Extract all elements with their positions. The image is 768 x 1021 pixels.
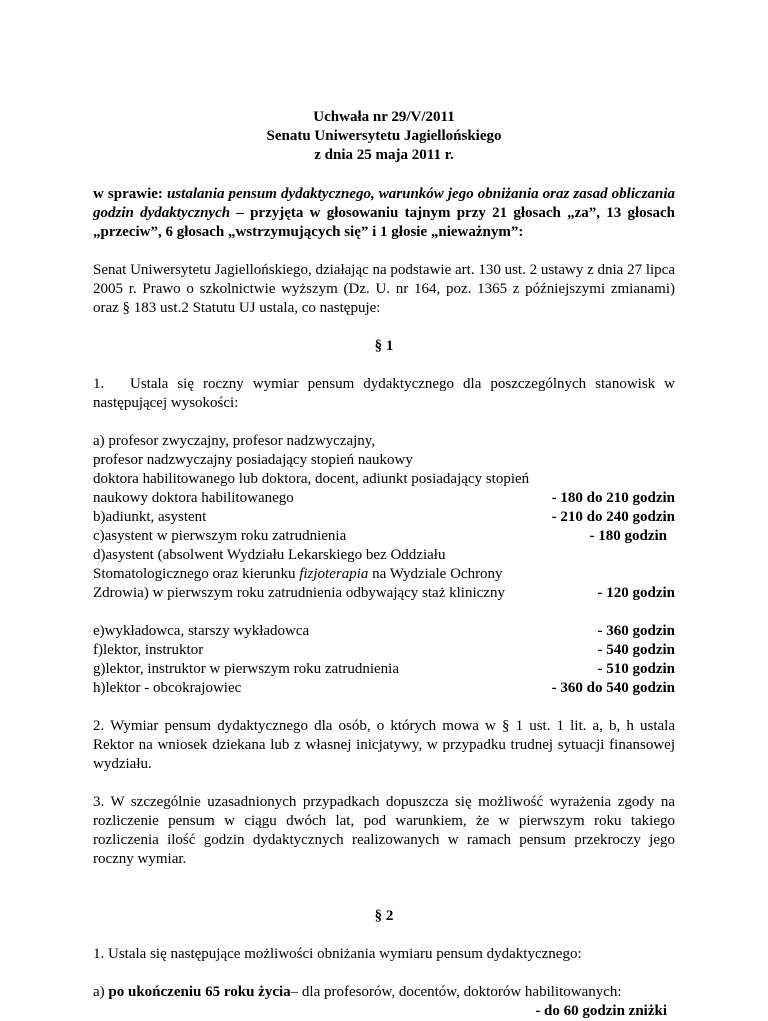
list-item-d-line2 — [93, 565, 675, 584]
list-item-f-value: - 540 godzin — [597, 642, 675, 658]
subject-prefix: w sprawie: — [93, 186, 167, 202]
list-item-d-value: - 120 godzin — [597, 585, 675, 601]
list-item-e — [93, 622, 675, 641]
list-item-d-line2-pre: Stomatologicznego oraz kierunku — [93, 566, 300, 582]
section-1-paragraph-1 — [93, 375, 675, 413]
section-1-paragraph-3: 3. W szczególnie uzasadnionych przypadkach dopuszcza się możliwość wyrażenia zgody na rozliczenie pensum w ciągu dwóch lat, pod warunkiem, że w pierwszym roku takiego rozliczenia ilość godzin dydaktycznych realizowanych w ramach pensum przekroczy jego roczny wymiar. — [93, 794, 675, 867]
list-item-h — [93, 679, 675, 698]
resolution-number: Uchwała nr 29/V/2011 — [313, 109, 455, 125]
preamble: Senat Uniwersytetu Jagiellońskiego, działając na podstawie art. 130 ust. 2 ustawy z dnia 27 lipca 2005 r. Prawo o szkolnictwie wyższym (Dz. U. nr 164, poz. 1365 z późniejszymi zmianami) oraz § 183 ust.2 Statutu UJ ustala, co następuje: — [93, 262, 675, 316]
resolution-date: z dnia 25 maja 2011 r. — [314, 147, 454, 163]
list-item-d — [93, 584, 675, 603]
subject-topic: ustalania pensum dydaktycznego, warunków jego obniżania oraz zasad obliczania godzin dydaktycznych — [93, 186, 675, 221]
section-2-item-a — [93, 983, 675, 1002]
list-item-c-value: - 180 godzin — [589, 528, 667, 544]
resolution-subject — [93, 185, 675, 242]
list-item-a-line3: doktora habilitowanego lub doktora, docent, adiunkt posiadający stopień — [93, 471, 530, 487]
list-item-a-value: - 180 do 210 godzin — [551, 490, 675, 506]
paragraph-text: Ustala się roczny wymiar pensum dydaktycznego dla poszczególnych stanowisk w następującej wysokości: — [93, 376, 675, 411]
resolution-header — [93, 108, 675, 165]
subject-vote: – przyjęta w głosowaniu tajnym przy 21 głosach „za”, 13 głosach „przeciw”, 6 głosach „wstrzymujących się” i 1 głosie „nieważnym”: — [93, 205, 676, 240]
list-item-e-value: - 360 godzin — [597, 623, 675, 639]
list-item-d-line2-post: na Wydziale Ochrony — [368, 566, 503, 582]
paragraph-number: 1. — [93, 376, 105, 392]
section-2-item-a-prefix: a) — [93, 984, 109, 1000]
list-item-b-value: - 210 do 240 godzin — [551, 509, 675, 525]
list-item-d-italic: fizjoterapia — [299, 566, 369, 582]
list-item-e-label: e)wykładowca, starszy wykładowca — [93, 623, 310, 639]
list-item-h-value: - 360 do 540 godzin — [551, 680, 675, 696]
pensum-list — [93, 432, 675, 698]
section-1-paragraph-2: 2. Wymiar pensum dydaktycznego dla osób, o których mowa w § 1 ust. 1 lit. a, b, h ustala Rektor na wniosek dziekana lub z własnej inicjatywy, w przypadku trudnej sytuacji finansowej wydziału. — [93, 718, 675, 772]
section-2-paragraph-1: 1. Ustala się następujące możliwości obniżania wymiaru pensum dydaktycznego: — [93, 946, 582, 962]
list-item-c-label: c)asystent w pierwszym roku zatrudnienia — [93, 528, 347, 544]
list-item-g-value: - 510 godzin — [597, 661, 675, 677]
list-item-a-line2: profesor nadzwyczajny posiadający stopień naukowy — [93, 452, 413, 468]
list-item-c — [93, 527, 675, 546]
list-item-g — [93, 660, 675, 679]
list-item-a-label: naukowy doktora habilitowanego — [93, 490, 294, 506]
list-item-g-label: g)lektor, instruktor w pierwszym roku zatrudnienia — [93, 661, 399, 677]
list-item-d-line1: d)asystent (absolwent Wydziału Lekarskiego bez Oddziału — [93, 547, 446, 563]
list-item-d-label: Zdrowia) w pierwszym roku zatrudnienia odbywający staż kliniczny — [93, 585, 505, 601]
list-item-a — [93, 489, 675, 508]
list-item-b-label: b)adiunkt, asystent — [93, 509, 207, 525]
section-1-heading: § 1 — [374, 338, 394, 354]
document-page — [93, 108, 675, 1021]
senate-name: Senatu Uniwersytetu Jagiellońskiego — [266, 128, 502, 144]
list-item-a-line1: a) profesor zwyczajny, profesor nadzwyczajny, — [93, 433, 376, 449]
section-2-item-a-bold: po ukończeniu 65 roku życia — [108, 984, 291, 1000]
section-2-heading: § 2 — [374, 908, 394, 924]
list-item-f-label: f)lektor, instruktor — [93, 642, 204, 658]
section-2-item-a-rest: – dla profesorów, docentów, doktorów habilitowanych: — [290, 984, 622, 1000]
list-item-b — [93, 508, 675, 527]
section-2-item-a-value: - do 60 godzin zniżki — [535, 1003, 667, 1019]
list-item-h-label: h)lektor - obcokrajowiec — [93, 680, 242, 696]
list-item-f — [93, 641, 675, 660]
